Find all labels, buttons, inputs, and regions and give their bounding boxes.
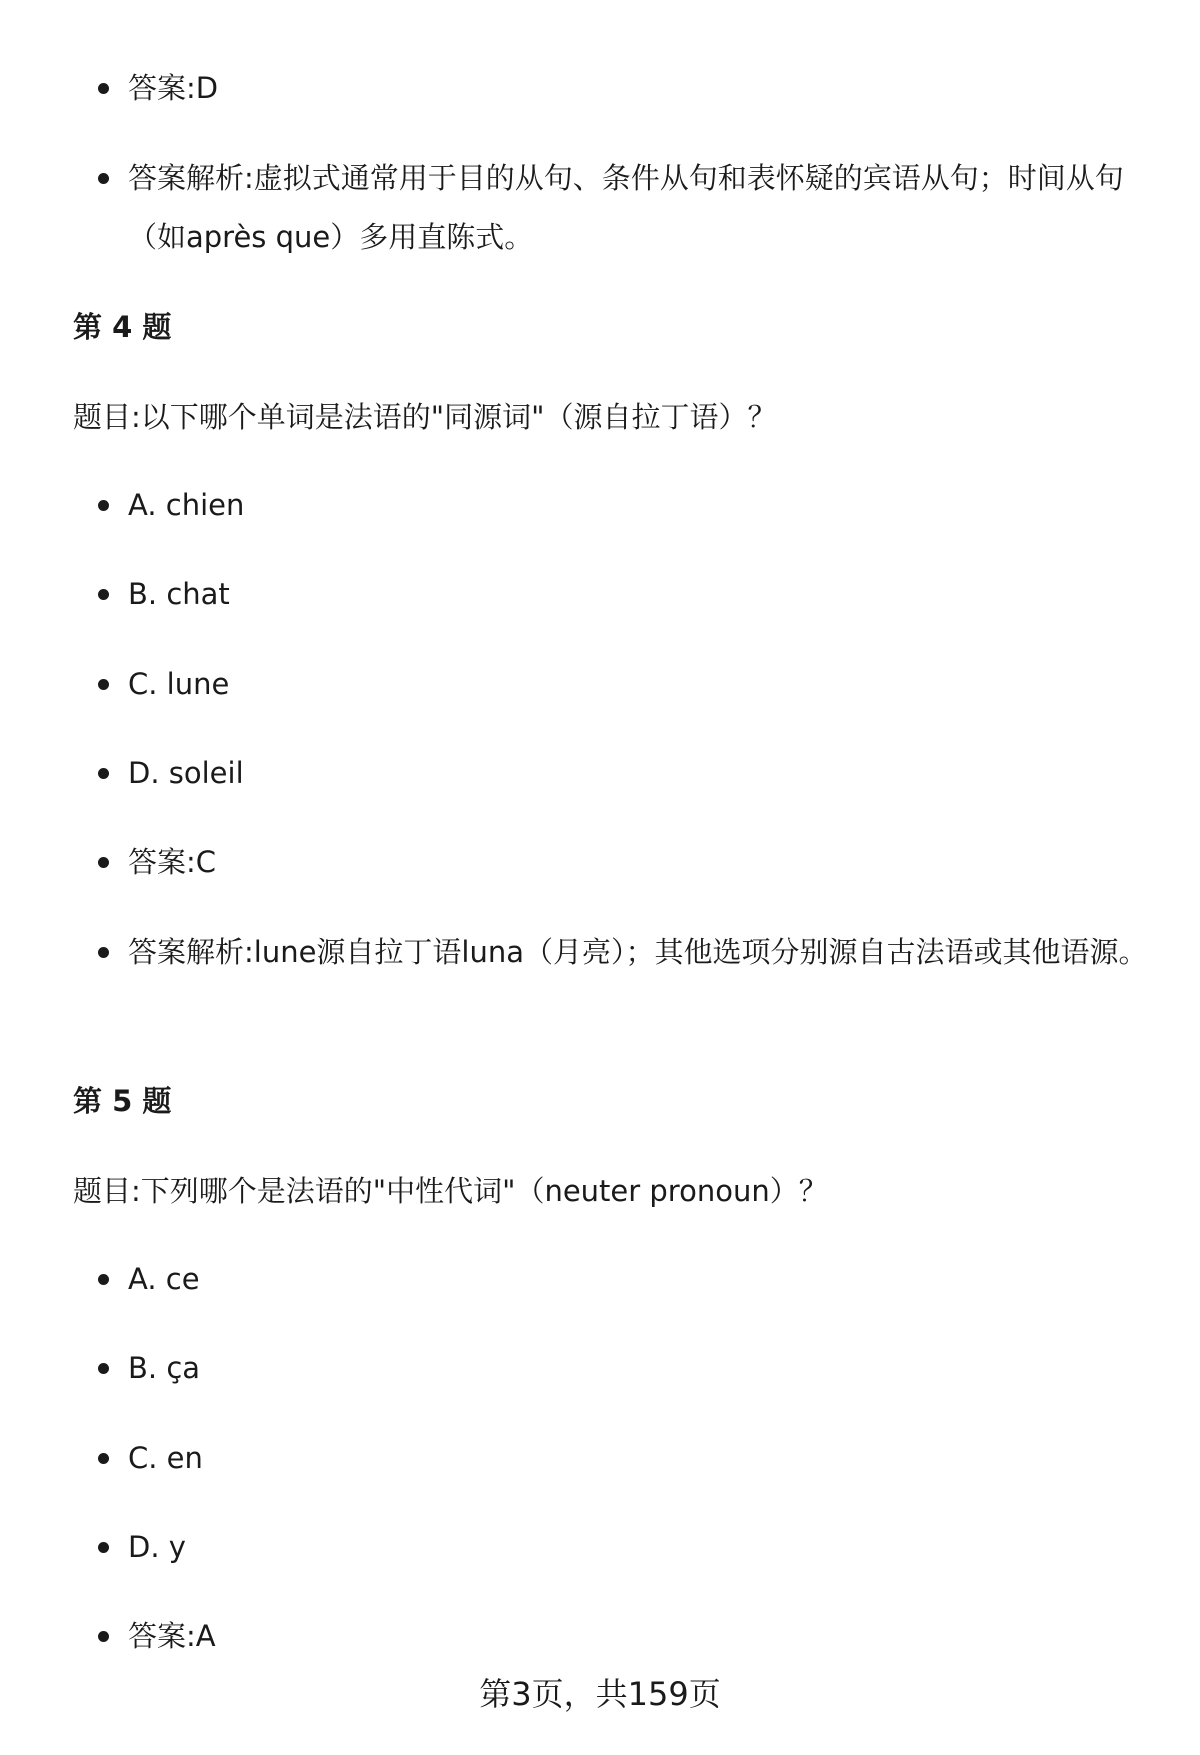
q5-answer: 答案:A <box>128 1619 216 1653</box>
q3-answer-block <box>0 59 1200 118</box>
q4-option-b-block <box>0 565 1200 624</box>
q5-question: 题目:下列哪个是法语的"中性代词"（neuter pronoun）？ <box>73 1174 828 1208</box>
q4-option-c: C. lune <box>128 667 230 701</box>
bullet-icon <box>98 1363 109 1374</box>
q5-option-d: D. y <box>128 1530 186 1564</box>
list-item <box>0 149 1200 267</box>
q4-option-b: B. chat <box>128 577 230 611</box>
list-item <box>0 1429 1200 1488</box>
q4-option-c-block <box>0 655 1200 714</box>
q5-option-b-block <box>0 1339 1200 1398</box>
q5-option-b: B. ça <box>128 1351 201 1385</box>
q5-option-c-block <box>0 1429 1200 1488</box>
q4-answer-block <box>0 833 1200 892</box>
q3-explanation: 答案解析:虚拟式通常用于目的从句、条件从句和表怀疑的宾语从句；时间从句（如après que）多用直陈式。 <box>128 161 1124 254</box>
q4-option-d-block <box>0 744 1200 803</box>
bullet-icon <box>98 679 109 690</box>
q5-option-d-block <box>0 1518 1200 1577</box>
q5-option-a: A. ce <box>128 1262 200 1296</box>
bullet-icon <box>98 500 109 511</box>
list-item <box>0 1250 1200 1309</box>
list-item <box>0 1607 1200 1666</box>
list-item <box>0 744 1200 803</box>
bullet-icon <box>98 1542 109 1553</box>
q4-option-d: D. soleil <box>128 756 244 790</box>
page-indicator: 第3页，共159页 <box>479 1675 721 1713</box>
bullet-icon <box>98 589 109 600</box>
bullet-icon <box>98 1453 109 1464</box>
q4-explanation: 答案解析:lune源自拉丁语luna（月亮）；其他选项分别源自古法语或其他语源。 <box>128 935 1148 969</box>
q5-option-a-block <box>0 1250 1200 1309</box>
list-item <box>0 833 1200 892</box>
q5-option-c: C. en <box>128 1441 203 1475</box>
bullet-icon <box>98 857 109 868</box>
bullet-icon <box>98 173 109 184</box>
q5-heading: 第 5 题 <box>73 1084 172 1118</box>
q4-question: 题目:以下哪个单词是法语的"同源词"（源自拉丁语）？ <box>73 400 777 434</box>
bullet-icon <box>98 1631 109 1642</box>
bullet-icon <box>98 83 109 94</box>
list-item <box>0 923 1200 982</box>
q4-explanation-block <box>0 923 1200 982</box>
q4-option-a: A. chien <box>128 488 245 522</box>
q4-answer: 答案:C <box>128 845 217 879</box>
list-item <box>0 565 1200 624</box>
list-item <box>0 655 1200 714</box>
bullet-icon <box>98 1274 109 1285</box>
q3-answer: 答案:D <box>128 71 219 105</box>
q4-option-a-block <box>0 476 1200 535</box>
q4-heading: 第 4 题 <box>73 310 172 344</box>
q5-answer-block <box>0 1607 1200 1666</box>
bullet-icon <box>98 768 109 779</box>
q3-explanation-block <box>0 149 1200 267</box>
list-item <box>0 59 1200 118</box>
list-item <box>0 1518 1200 1577</box>
list-item <box>0 1339 1200 1398</box>
list-item <box>0 476 1200 535</box>
bullet-icon <box>98 947 109 958</box>
